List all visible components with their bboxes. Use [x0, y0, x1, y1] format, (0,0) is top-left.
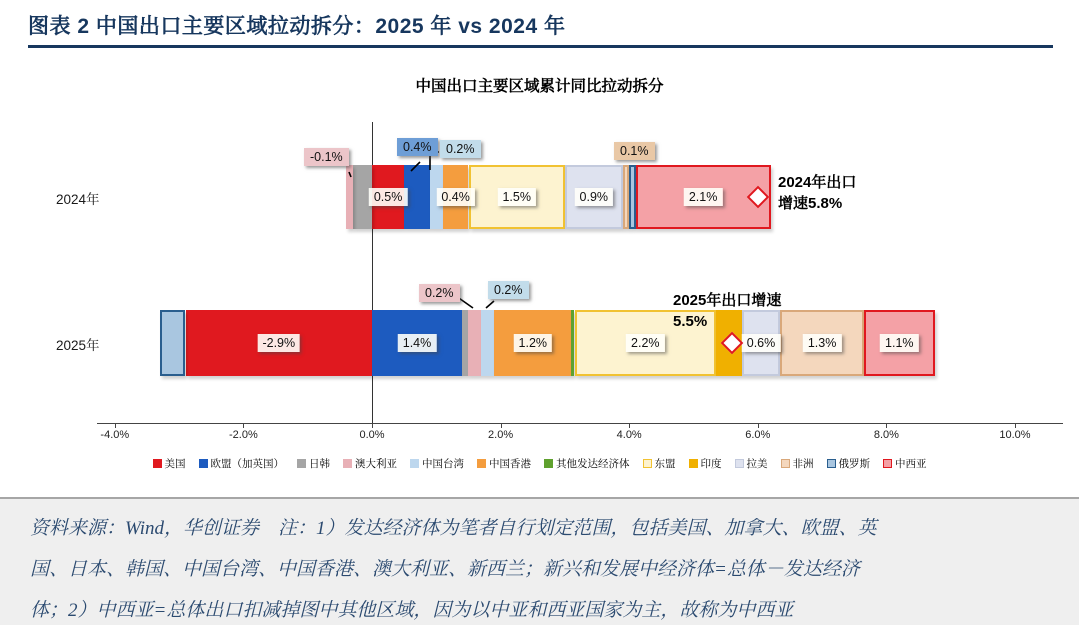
callout-label-澳大利亚: -0.1% [304, 148, 349, 166]
growth-annotation-line1: 2025年出口增速 [673, 292, 782, 309]
x-axis-tick-label: 0.0% [359, 429, 385, 441]
source-note-line-1: 资料来源：Wind，华创证券 注：1）发达经济体为笔者自行划定范围，包括美国、加拿大、欧盟、英 [30, 518, 877, 539]
callout-label-非洲: 0.1% [614, 142, 655, 160]
category-label-2025: 2025年 [56, 338, 100, 353]
growth-annotation-2025年 [673, 290, 781, 332]
x-axis-tick-label: -4.0% [100, 429, 130, 441]
legend-item-中西亚 [883, 456, 927, 471]
segment-label-拉美: 0.9% [575, 188, 614, 206]
bar-segment-欧盟（加英国） [404, 165, 430, 229]
x-axis-tick [886, 424, 887, 428]
legend-label: 美国 [164, 458, 186, 470]
legend-swatch-icon [781, 459, 790, 468]
chart-legend [0, 456, 1079, 471]
x-axis-tick [758, 424, 759, 428]
category-label-2024: 2024年 [56, 192, 100, 207]
legend-label: 中国台湾 [422, 458, 464, 470]
source-note-line-2: 国、日本、韩国、中国台湾、中国香港、澳大利亚、新西兰；新兴和发展中经济体=总体－发达经济 [30, 559, 860, 580]
source-note-line-3: 体；2）中西亚=总体出口扣减掉图中其他区域，因为以中亚和西亚国家为主，故称为中西亚 [30, 600, 794, 621]
growth-annotation-line2: 5.5% [673, 313, 708, 330]
legend-item-澳大利亚 [343, 456, 397, 471]
bar-segment-澳大利亚 [346, 165, 352, 229]
x-axis-tick-label: 10.0% [999, 429, 1031, 441]
figure-header-title: 图表 2 中国出口主要区域拉动拆分：2025 年 vs 2024 年 [28, 15, 566, 38]
growth-annotation-line2: 增速5.8% [778, 195, 843, 212]
legend-swatch-icon [883, 459, 892, 468]
legend-item-欧盟（加英国） [199, 456, 285, 471]
segment-label-中国香港: 1.2% [514, 334, 553, 352]
legend-label: 中西亚 [895, 458, 927, 470]
legend-swatch-icon [477, 459, 486, 468]
legend-label: 其他发达经济体 [556, 458, 630, 470]
legend-item-美国 [153, 456, 186, 471]
callout-label-中国台湾: 0.2% [440, 140, 481, 158]
growth-annotation-2024年 [778, 172, 856, 214]
x-axis-tick [501, 424, 502, 428]
legend-item-中国香港 [477, 456, 531, 471]
segment-label-东盟: 2.2% [626, 334, 665, 352]
bar-segment-中国台湾 [481, 310, 494, 376]
legend-swatch-icon [199, 459, 208, 468]
x-axis-tick [372, 424, 373, 428]
x-axis-tick-label: 6.0% [745, 429, 771, 441]
bar-segment-俄罗斯 [160, 310, 186, 376]
bar-segment-澳大利亚 [468, 310, 481, 376]
chart-title: 中国出口主要区域累计同比拉动拆分 [415, 78, 664, 95]
segment-label-非洲: 1.3% [803, 334, 842, 352]
growth-annotation-line1: 2024年出口 [778, 174, 857, 191]
legend-label: 澳大利亚 [355, 458, 397, 470]
legend-item-东盟 [643, 456, 676, 471]
legend-label: 日韩 [309, 458, 330, 470]
segment-label-中国香港: 0.4% [436, 188, 475, 206]
callout-leader-line [486, 301, 494, 308]
legend-swatch-icon [689, 459, 698, 468]
legend-swatch-icon [153, 459, 162, 468]
legend-swatch-icon [297, 459, 306, 468]
legend-label: 东盟 [654, 458, 676, 470]
segment-label-欧盟（加英国）: 1.4% [398, 334, 437, 352]
x-axis-tick [1015, 424, 1016, 428]
segment-label-美国: -2.9% [257, 334, 300, 352]
legend-label: 非洲 [792, 458, 814, 470]
legend-swatch-icon [343, 459, 352, 468]
legend-item-印度 [689, 456, 722, 471]
segment-label-东盟: 1.5% [497, 188, 536, 206]
legend-label: 欧盟（加英国） [210, 458, 284, 470]
callout-label-欧盟（加英国）: 0.4% [397, 138, 438, 156]
callout-label-澳大利亚: 0.2% [419, 284, 460, 302]
legend-swatch-icon [544, 459, 553, 468]
legend-label: 中国香港 [489, 458, 531, 470]
callout-label-中国台湾: 0.2% [488, 281, 529, 299]
legend-item-其他发达经济体 [544, 456, 630, 471]
legend-item-非洲 [781, 456, 814, 471]
segment-label-中西亚: 2.1% [684, 188, 723, 206]
legend-item-中国台湾 [410, 456, 464, 471]
legend-swatch-icon [643, 459, 652, 468]
x-axis-tick-label: -2.0% [229, 429, 258, 441]
legend-item-拉美 [735, 456, 768, 471]
legend-item-俄罗斯 [827, 456, 871, 471]
source-note-area [0, 499, 1079, 625]
segment-label-拉美: 0.6% [742, 334, 781, 352]
x-axis-tick-label: 8.0% [873, 429, 899, 441]
segment-label-美国: 0.5% [369, 188, 408, 206]
segment-label-中西亚: 1.1% [880, 334, 919, 352]
x-axis-tick-label: 4.0% [616, 429, 642, 441]
x-axis-tick [115, 424, 116, 428]
legend-item-日韩 [297, 456, 330, 471]
legend-label: 印度 [700, 458, 722, 470]
legend-swatch-icon [735, 459, 744, 468]
legend-swatch-icon [827, 459, 836, 468]
legend-swatch-icon [410, 459, 419, 468]
legend-label: 拉美 [746, 458, 768, 470]
x-axis-tick [629, 424, 630, 428]
x-axis-tick [243, 424, 244, 428]
legend-label: 俄罗斯 [838, 458, 870, 470]
x-axis-tick-label: 2.0% [488, 429, 514, 441]
